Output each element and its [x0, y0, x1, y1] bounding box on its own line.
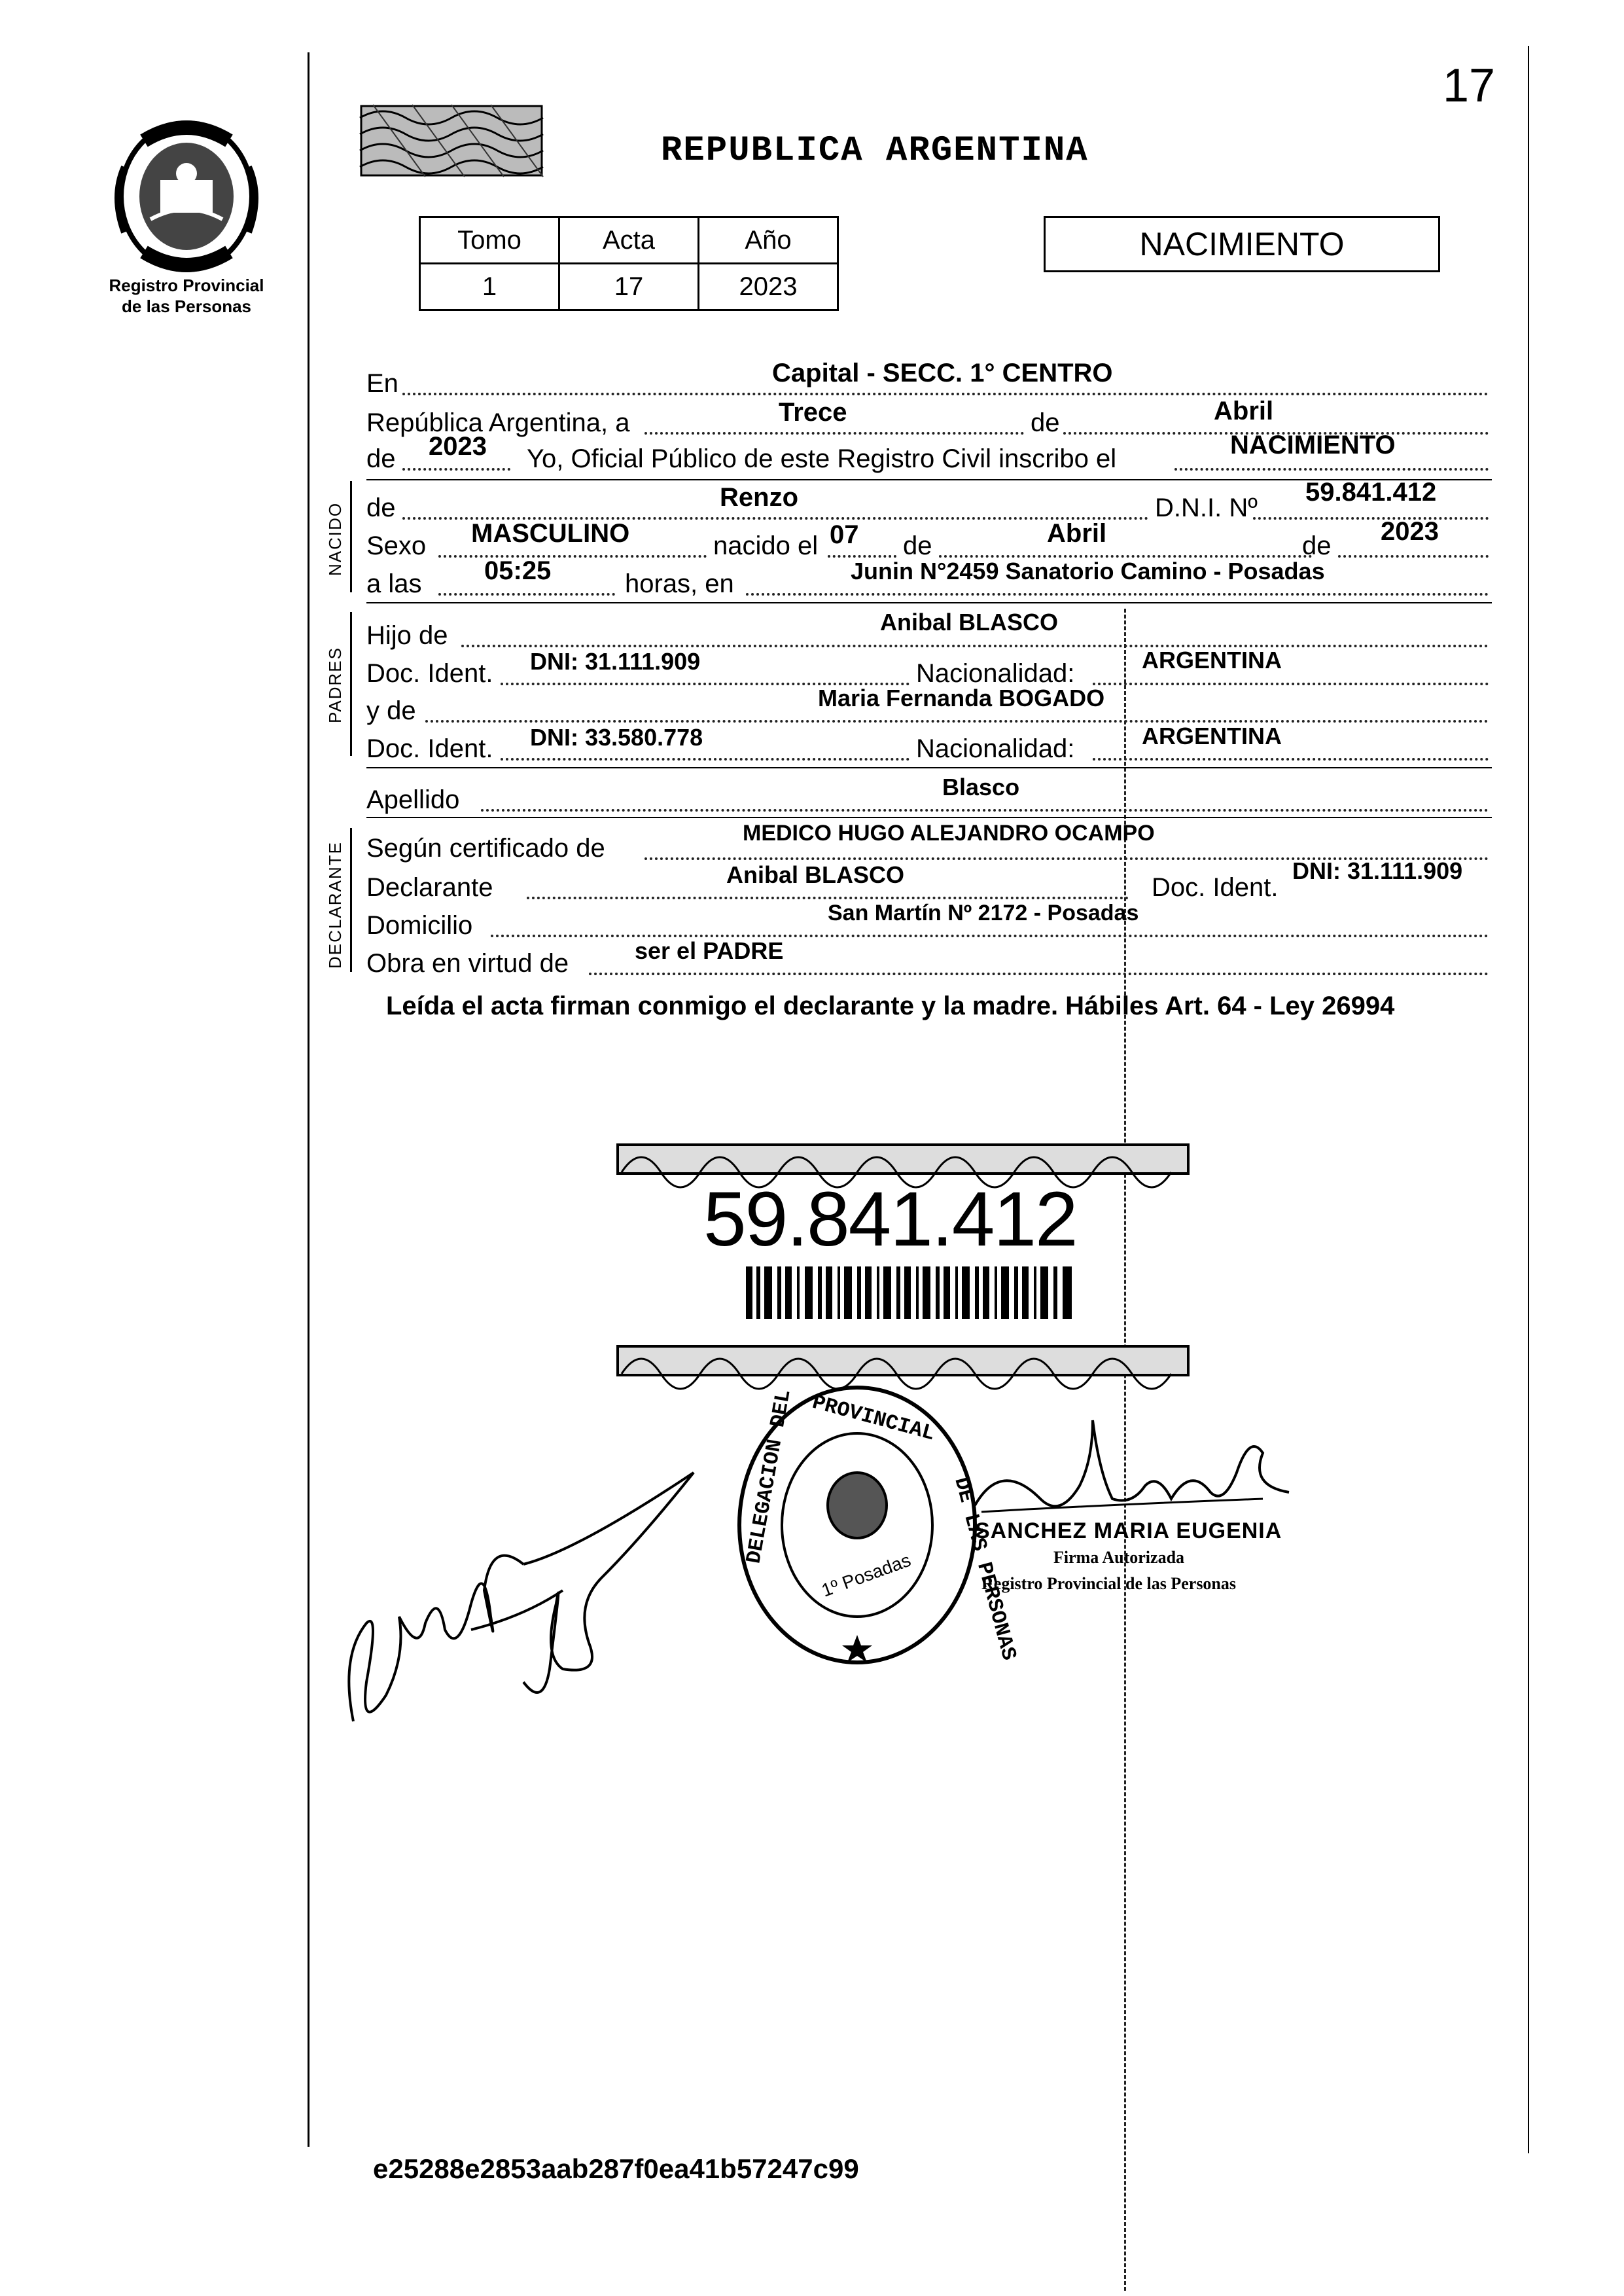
- value-domicilio: San Martín Nº 2172 - Posadas: [828, 901, 1139, 925]
- right-margin-line: [1528, 46, 1529, 2153]
- label-de-nombre: de: [366, 493, 396, 522]
- value-madre: Maria Fernanda BOGADO: [818, 685, 1105, 711]
- acta-value-anio: 2023: [699, 264, 838, 310]
- dots-tipo: [1174, 467, 1489, 471]
- dots-sexo: [438, 554, 707, 558]
- svg-text:1º Posadas: 1º Posadas: [819, 1549, 914, 1601]
- page-number: 17: [1443, 60, 1496, 112]
- dots-declarante: [527, 895, 1129, 899]
- acta-header-tomo: Tomo: [420, 217, 559, 264]
- label-nacido-el: nacido el: [713, 531, 819, 560]
- value-sexo: MASCULINO: [471, 519, 630, 548]
- acta-value-acta: 17: [559, 264, 699, 310]
- value-padre-nac: ARGENTINA: [1142, 647, 1282, 673]
- separator-padres-top: [366, 602, 1492, 603]
- value-dia-nac: 07: [830, 520, 859, 549]
- dni-large-number: 59.841.412: [703, 1176, 1077, 1263]
- value-obra-en-virtud: ser el PADRE: [635, 937, 784, 964]
- province-crest-icon: [105, 115, 268, 278]
- crest-caption: [92, 275, 281, 317]
- value-nombre: Renzo: [720, 483, 798, 512]
- value-padre-doc: DNI: 31.111.909: [530, 648, 701, 675]
- label-republica: República Argentina, a: [366, 408, 630, 437]
- label-de-anio-nac: de: [1302, 531, 1332, 560]
- label-domicilio: Domicilio: [366, 911, 473, 940]
- signer-name: SANCHEZ MARIA EUGENIA: [975, 1518, 1282, 1543]
- label-a-las: a las: [366, 569, 422, 598]
- label-apellido: Apellido: [366, 785, 460, 814]
- separator-declarante-top: [366, 817, 1492, 818]
- label-horas-en: horas, en: [625, 569, 734, 598]
- dots-anio-nac: [1338, 554, 1489, 558]
- label-nac-padre: Nacionalidad:: [916, 659, 1075, 688]
- label-y-de: y de: [366, 696, 416, 725]
- barcode-icon: [746, 1266, 1073, 1319]
- dots-dni: [1253, 516, 1489, 520]
- document-title: REPUBLICA ARGENTINA: [661, 131, 1089, 171]
- value-apellido: Blasco: [942, 774, 1020, 800]
- label-segun-certificado: Según certificado de: [366, 834, 605, 863]
- label-en: En: [366, 369, 398, 398]
- label-declarante: Declarante: [366, 873, 493, 902]
- label-sexo: Sexo: [366, 531, 427, 560]
- section-label-padres: PADRES: [325, 647, 345, 723]
- final-note: Leída el acta firman conmigo el declarante y la madre. Hábiles Art. 64 - Ley 26994: [386, 992, 1395, 1020]
- dots-nac-madre: [1093, 757, 1489, 761]
- value-lugar: Capital - SECC. 1° CENTRO: [772, 359, 1113, 387]
- svg-text:DELEGACION DEL: DELEGACION DEL: [741, 1388, 796, 1566]
- value-mes-nac: Abril: [1047, 519, 1107, 548]
- dots-hora: [438, 592, 615, 596]
- crest-caption-line2: de las Personas: [122, 296, 251, 316]
- label-doc-declarante: Doc. Ident.: [1152, 873, 1279, 902]
- value-tipo-inscripcion: NACIMIENTO: [1230, 431, 1396, 459]
- value-certificado: MEDICO HUGO ALEJANDRO OCAMPO: [743, 821, 1155, 846]
- section-label-nacido: NACIDO: [325, 501, 345, 576]
- signer-office: Registro Provincial de las Personas: [981, 1574, 1237, 1593]
- dots-madre: [425, 719, 1489, 723]
- dots-anio: [402, 467, 510, 471]
- section-label-declarante: DECLARANTE: [325, 841, 345, 969]
- dots-lugar-nac: [746, 592, 1489, 596]
- signature-declarante-icon: [327, 1460, 707, 1761]
- label-de-mes: de: [1031, 408, 1060, 437]
- dots-dia: [644, 431, 1024, 435]
- record-type-box: NACIMIENTO: [1044, 216, 1440, 272]
- value-madre-doc: DNI: 33.580.778: [530, 724, 703, 751]
- registry-seal-icon: [733, 1381, 1021, 1669]
- value-dia-acta: Trece: [779, 398, 847, 427]
- bracket-padres: [350, 612, 352, 756]
- value-declarante-doc: DNI: 31.111.909: [1292, 857, 1463, 884]
- value-padre: Anibal BLASCO: [880, 609, 1059, 636]
- label-de-mes-nac: de: [903, 531, 932, 560]
- left-margin-line: [308, 52, 309, 2147]
- label-doc-madre: Doc. Ident.: [366, 734, 493, 763]
- value-anio-nac: 2023: [1381, 517, 1439, 546]
- dots-obra: [589, 971, 1489, 975]
- label-yo-oficial: Yo, Oficial Público de este Registro Civil inscribo el: [527, 444, 1117, 473]
- label-nac-madre: Nacionalidad:: [916, 734, 1075, 763]
- acta-header-anio: Año: [699, 217, 838, 264]
- crest-caption-line1: Registro Provincial: [109, 276, 264, 295]
- security-pattern-icon: [360, 105, 543, 177]
- acta-table: [419, 216, 839, 311]
- dots-apellido: [481, 808, 1489, 812]
- acta-value-tomo: 1: [420, 264, 559, 310]
- separator-padres-bottom: [366, 767, 1492, 768]
- value-hora: 05:25: [484, 556, 552, 585]
- label-hijo-de: Hijo de: [366, 621, 448, 650]
- value-mes-acta: Abril: [1214, 397, 1274, 425]
- label-de-anio: de: [366, 444, 396, 473]
- document-hash: e25288e2853aab287f0ea41b57247c99: [373, 2153, 859, 2184]
- svg-text:PROVINCIAL: PROVINCIAL: [809, 1390, 938, 1446]
- value-lugar-nac: Junin N°2459 Sanatorio Camino - Posadas: [851, 558, 1325, 584]
- svg-text:DE LAS PERSONAS: DE LAS PERSONAS: [949, 1475, 1021, 1663]
- bracket-nacido: [350, 481, 352, 592]
- dots-nac-padre: [1093, 681, 1489, 685]
- value-dni: 59.841.412: [1305, 478, 1437, 507]
- acta-header-acta: Acta: [559, 217, 699, 264]
- dots-doc-madre: [501, 757, 909, 761]
- label-doc-padre: Doc. Ident.: [366, 659, 493, 688]
- label-obra-en-virtud: Obra en virtud de: [366, 949, 569, 978]
- value-madre-nac: ARGENTINA: [1142, 723, 1282, 749]
- bracket-declarante: [350, 828, 352, 972]
- label-dni: D.N.I. Nº: [1155, 493, 1258, 522]
- dots-padre: [461, 643, 1489, 647]
- value-anio-acta: 2023: [429, 432, 487, 461]
- signer-role: Firma Autorizada: [1053, 1548, 1185, 1567]
- value-declarante: Anibal BLASCO: [726, 861, 905, 888]
- dots-en: [402, 391, 1489, 395]
